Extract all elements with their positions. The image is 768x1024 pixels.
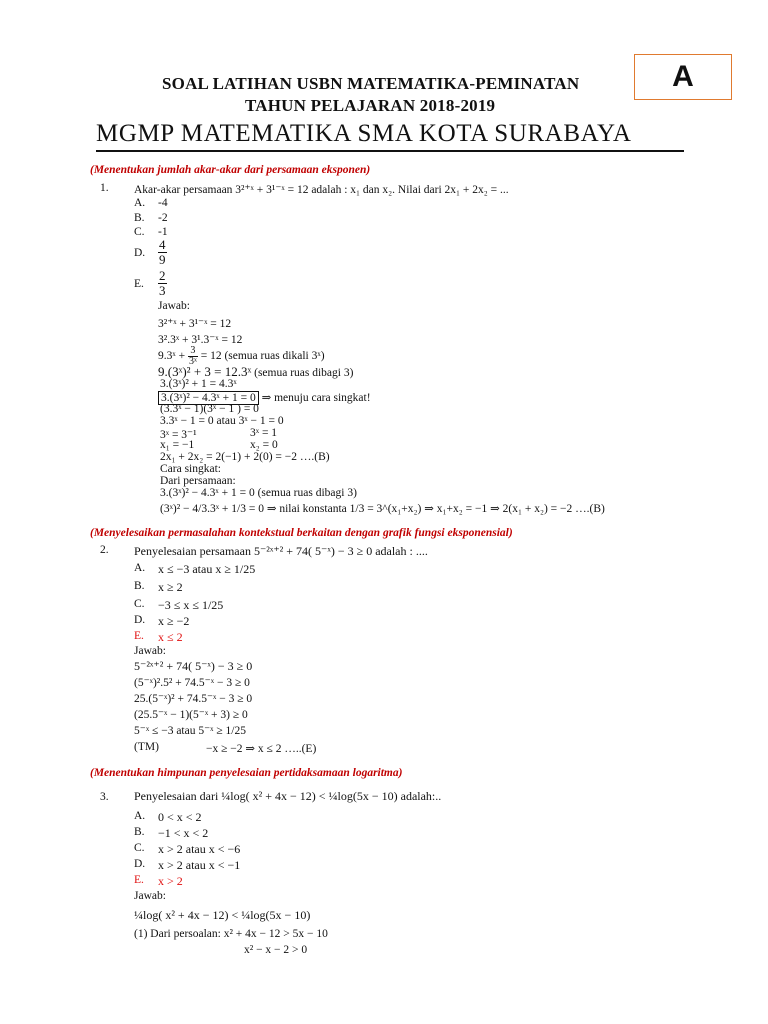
q3-step-3: x² − x − 2 > 0 [244, 944, 308, 956]
q2-number: 2. [100, 544, 109, 556]
q1-step-13: Dari persamaan: [160, 475, 236, 487]
q2-option-b: x ≥ 2 [158, 580, 183, 594]
q1-step-6-boxed: 3.(3ˣ)² − 4.3ˣ + 1 = 0 [158, 391, 259, 405]
q1-step-1: 3²⁺ˣ + 3¹⁻ˣ = 12 [158, 318, 232, 330]
q1-step-12: Cara singkat: [160, 463, 221, 475]
q1-option-c: -1 [158, 226, 168, 238]
q1-step-6: 3.(3ˣ)² − 4.3ˣ + 1 = 0 ⇒ menuju cara singkat! [158, 390, 371, 404]
q1-step-5: 3.(3ˣ)² + 1 = 4.3ˣ [160, 378, 237, 390]
header-rule [96, 150, 684, 152]
q2-step-3: 25.(5⁻ˣ)² + 74.5⁻ˣ − 3 ≥ 0 [134, 693, 253, 705]
q3-stem: Penyelesaian dari ¼log( x² + 4x − 12) < ¼log(5x − 10) adalah:.. [134, 789, 442, 803]
q2-step-5: 5⁻ˣ ≤ −3 atau 5⁻ˣ ≥ 1/25 [134, 725, 246, 737]
q2-option-a: x ≤ −3 atau x ≥ 1/25 [158, 562, 256, 576]
q3-option-e-label: E. [134, 874, 144, 886]
q2-option-d-label: D. [134, 614, 146, 626]
q3-jawab: Jawab: [134, 890, 166, 902]
q2-stem: Penyelesaian persamaan 5⁻²ˣ⁺² + 74( 5⁻ˣ) − 3 ≥ 0 adalah : .... [134, 544, 428, 558]
q2-step-1: 5⁻²ˣ⁺² + 74( 5⁻ˣ) − 3 ≥ 0 [134, 659, 253, 673]
q1-step-11: 2x₁ + 2x₂ = 2(−1) + 2(0) = −2 ….(B) [160, 451, 330, 463]
q2-option-a-label: A. [134, 562, 146, 574]
q3-option-c-label: C. [134, 842, 145, 854]
q1-step-8: 3.3ˣ − 1 = 0 atau 3ˣ − 1 = 0 [160, 415, 284, 427]
q3-option-b: −1 < x < 2 [158, 826, 209, 840]
q1-step-14: 3.(3ˣ)² − 4.3ˣ + 1 = 0 (semua ruas dibagi 3) [160, 487, 357, 499]
q3-number: 3. [100, 791, 109, 803]
topic-2: (Menyelesaikan permasalahan kontekstual berkaitan dengan grafik fungsi eksponensial) [90, 527, 513, 539]
q2-step-2: (5⁻ˣ)².5² + 74.5⁻ˣ − 3 ≥ 0 [134, 677, 250, 689]
q2-option-c: −3 ≤ x ≤ 1/25 [158, 598, 224, 612]
q1-option-e-label: E. [134, 278, 144, 290]
q1-step-2: 3².3ˣ + 3¹.3⁻ˣ = 12 [158, 334, 243, 346]
q1-step-4: 9.(3ˣ)² + 3 = 12.3ˣ (semua ruas dibagi 3) [158, 364, 354, 379]
q3-step-1: ¼log( x² + 4x − 12) < ¼log(5x − 10) [134, 908, 311, 922]
q2-option-b-label: B. [134, 580, 145, 592]
q2-option-e: x ≤ 2 [158, 630, 183, 644]
q1-option-e: $\frac{2}{3}$ [159, 268, 166, 298]
topic-3: (Menentukan himpunan penyelesaian pertidaksamaan logaritma) [90, 767, 403, 779]
q3-option-e: x > 2 [158, 874, 183, 888]
title-line-3: MGMP MATEMATIKA SMA KOTA SURABAYA [96, 120, 632, 147]
q1-option-d-label: D. [134, 247, 146, 259]
q1-step-10a: x₁ = −1 [160, 439, 195, 451]
q1-option-a: -4 [158, 197, 168, 209]
q3-option-a-label: A. [134, 810, 146, 822]
q1-stem: Akar-akar persamaan 3²⁺ˣ + 3¹⁻ˣ = 12 adalah : x₁ dan x₂. Nilai dari 2x₁ + 2x₂ = ... [134, 184, 509, 196]
q1-number: 1. [100, 182, 109, 194]
q2-jawab: Jawab: [134, 645, 166, 657]
q2-step-6b: −x ≥ −2 ⇒ x ≤ 2 …..(E) [206, 743, 317, 755]
q2-option-e-label: E. [134, 630, 144, 642]
q1-option-c-label: C. [134, 226, 145, 238]
q1-option-d: $\frac{4}{9}$ [159, 237, 166, 267]
q2-option-c-label: C. [134, 598, 145, 610]
q3-option-d: x > 2 atau x < −1 [158, 858, 241, 872]
q3-option-d-label: D. [134, 858, 146, 870]
q1-step-15: (3ˣ)² − 4/3.3ˣ + 1/3 = 0 ⇒ nilai konstanta 1/3 = 3^(x₁+x₂) ⇒ x₁+x₂ = −1 ⇒ 2(x₁ + x₂) = −2 ….(B) [160, 503, 605, 515]
q1-jawab: Jawab: [158, 300, 190, 312]
packet-code-box: A [634, 54, 732, 100]
q3-option-c: x > 2 atau x < −6 [158, 842, 241, 856]
q1-option-b-label: B. [134, 212, 145, 224]
title-line-2: TAHUN PELAJARAN 2018-2019 [245, 96, 496, 115]
q3-option-a: 0 < x < 2 [158, 810, 202, 824]
q2-option-d: x ≥ −2 [158, 614, 190, 628]
q2-step-6a: (TM) [134, 741, 159, 753]
q3-step-2: (1) Dari persoalan: x² + 4x − 12 > 5x − 10 [134, 928, 328, 940]
q3-option-b-label: B. [134, 826, 145, 838]
q1-step-3: 9.3ˣ + $\frac{3}{\text{3ˣ}}$ = 12 (semua ruas dikali 3ˣ) [158, 345, 325, 367]
q1-option-b: -2 [158, 212, 168, 224]
q1-step-10b: x₂ = 0 [250, 439, 278, 451]
q2-step-4: (25.5⁻ˣ − 1)(5⁻ˣ + 3) ≥ 0 [134, 709, 248, 721]
q1-step-9b: 3ˣ = 1 [250, 427, 278, 439]
q1-step-9a: 3ˣ = 3⁻¹ [160, 429, 197, 441]
q1-step-7: (3.3ˣ − 1)(3ˣ − 1 ) = 0 [160, 403, 259, 415]
topic-1: (Menentukan jumlah akar-akar dari persamaan eksponen) [90, 164, 371, 176]
title-line-1: SOAL LATIHAN USBN MATEMATIKA-PEMINATAN [162, 74, 580, 93]
q1-option-a-label: A. [134, 197, 146, 209]
